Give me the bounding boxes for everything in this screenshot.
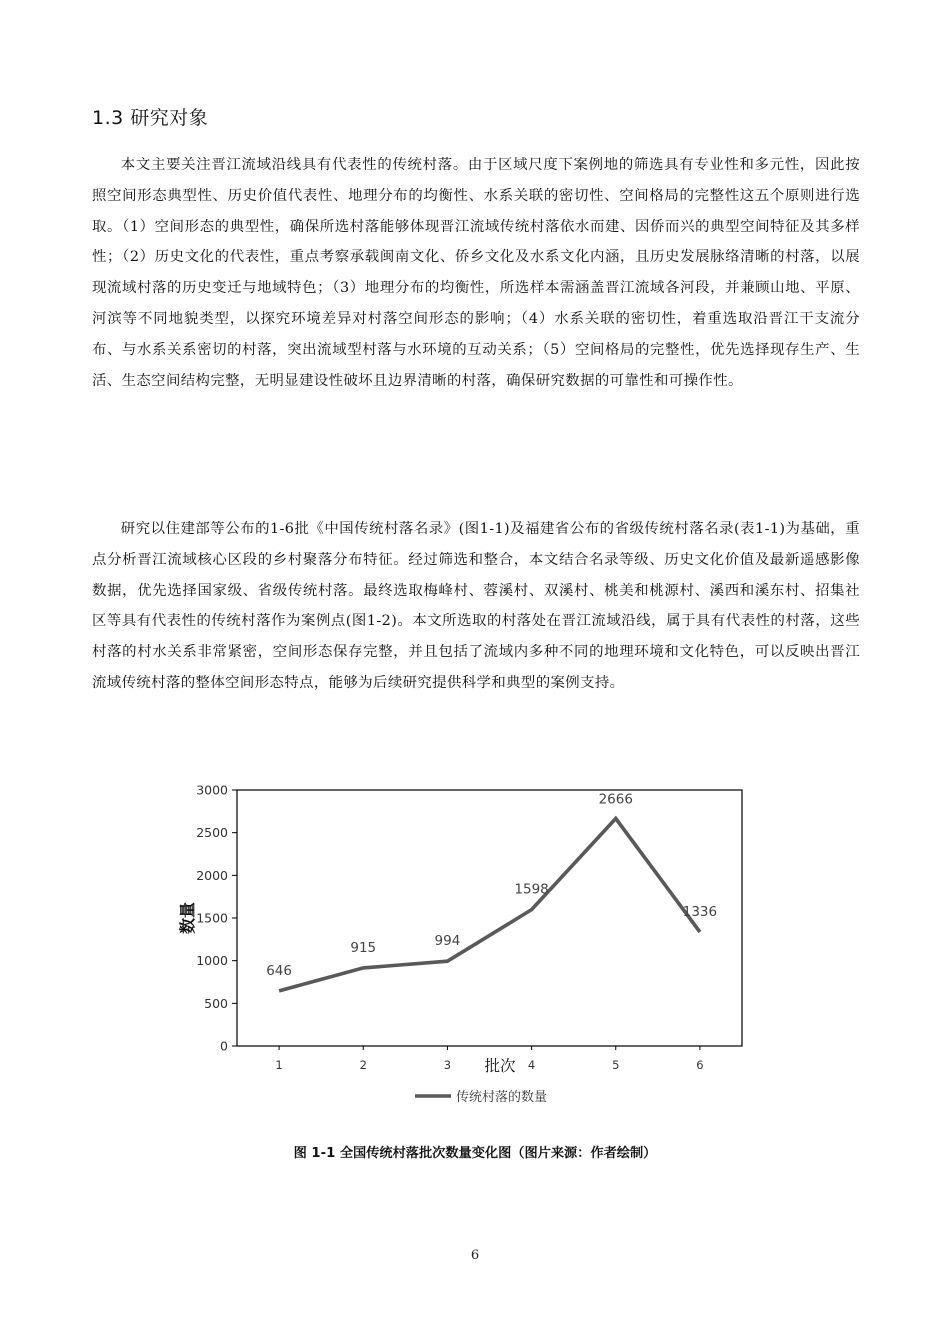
data-label: 2666	[598, 791, 633, 808]
plot-frame	[237, 790, 742, 1046]
figure-caption: 图 1-1 全国传统村落批次数量变化图（图片来源：作者绘制）	[293, 1146, 657, 1161]
data-label: 646	[266, 962, 292, 979]
line-chart	[170, 775, 770, 1115]
figure-1-1	[170, 775, 770, 1115]
series-line	[279, 819, 700, 991]
paragraph-2: 研究以住建部等公布的1-6批《中国传统村落名录》(图1-1)及福建省公布的省级传统村落名录(表1-1)为基础，重点分析晋江流域核心区段的乡村聚落分布特征。经过筛选和整合，本文结合名录等级、历史文化价值及最新遥感影像数据，优先选择国家级、省级传统村落。最终选取梅峰村、蓉溪村、双溪村、桃美和桃源村、溪西和溪东村、招集社区等具有代表性的传统村落作为案例点(图1-2)。本文所选取的村落处在晋江流域沿线，属于具有代表性的村落，这些村落的村水关系非常紧密，空间形态保存完整，并且包括了流域内多种不同的地理环境和文化特色，可以反映出晋江流域传统村落的整体空间形态特点，能够为后续研究提供科学和典型的案例支持。	[92, 521, 860, 691]
data-label: 915	[350, 939, 377, 956]
y-tick-label: 1500	[196, 910, 228, 926]
y-tick-label: 2000	[196, 867, 228, 883]
data-label: 994	[434, 933, 461, 950]
x-tick-label: 2	[359, 1058, 367, 1072]
x-tick-label: 4	[527, 1058, 536, 1072]
y-tick-label: 2500	[196, 825, 228, 841]
y-tick-label: 0	[220, 1038, 228, 1054]
x-tick-label: 1	[275, 1058, 283, 1072]
legend-label: 传统村落的数量	[456, 1090, 548, 1105]
paragraph-1: 本文主要关注晋江流域沿线具有代表性的传统村落。由于区域尺度下案例地的筛选具有专业性和多元性，因此按照空间形态典型性、历史价值代表性、地理分布的均衡性、水系关联的密切性、空间格局的完整性这五个原则进行选取。（1）空间形态的典型性，确保所选村落能够体现晋江流域传统村落依水而建、因侨而兴的典型空间特征及其多样性；（2）历史文化的代表性，重点考察承载闽南文化、侨乡文化及水系文化内涵，且历史发展脉络清晰的村落，以展现流域村落的历史变迁与地域特色；（3）地理分布的均衡性，所选样本需涵盖晋江流域各河段，并兼顾山地、平原、河滨等不同地貌类型，以探究环境差异对村落空间形态的影响；（4）水系关联的密切性，着重选取沿晋江干支流分布、与水系关系密切的村落，突出流域型村落与水环境的互动关系；（5）空间格局的完整性，优先选择现存生产、生活、生态空间结构完整，无明显建设性破坏且边界清晰的村落，确保研究数据的可靠性和可操作性。	[92, 157, 860, 389]
y-axis-label: 数量	[178, 901, 197, 935]
x-tick-label: 5	[612, 1058, 620, 1072]
y-tick-label: 500	[204, 995, 228, 1011]
x-tick-label: 6	[696, 1058, 704, 1072]
page-number: 6	[470, 1248, 480, 1263]
x-axis-label: 批次	[484, 1057, 516, 1075]
section-heading: 1.3 研究对象	[92, 107, 209, 129]
y-tick-label: 3000	[196, 782, 228, 798]
data-label: 1598	[514, 881, 549, 898]
x-tick-label: 3	[443, 1058, 452, 1072]
data-label: 1336	[682, 903, 718, 920]
y-tick-label: 1000	[196, 953, 228, 969]
